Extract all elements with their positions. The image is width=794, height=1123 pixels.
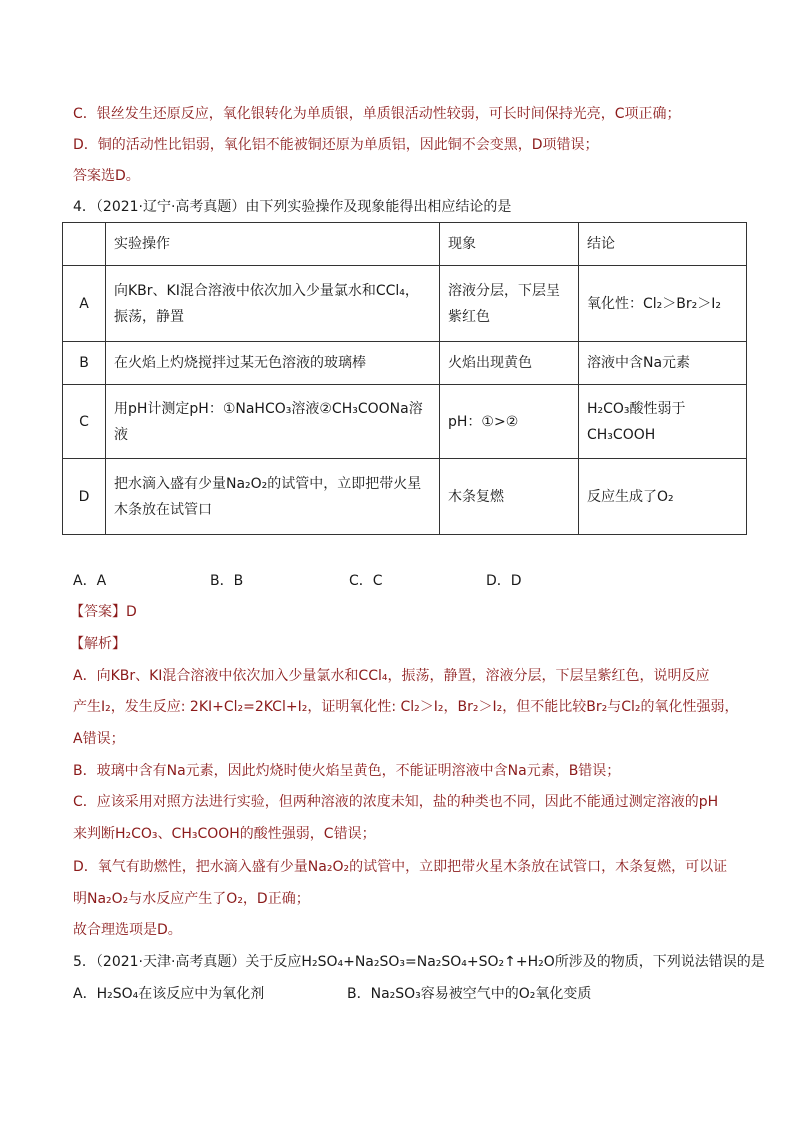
row-id: B [63,342,106,385]
q4-stem: 4．（2021·辽宁·高考真题）由下列实验操作及现象能得出相应结论的是 [73,199,512,215]
header-cell-operation: 实验操作 [106,223,440,266]
row-operation: 在火焰上灼烧搅拌过某无色溶液的玻璃棒 [106,342,440,385]
answer-label: 【答案】D [70,604,137,620]
row-phenomenon: 溶液分层，下层呈紫红色 [440,266,579,342]
choice-c[interactable]: C．C [349,573,383,589]
table-row [63,459,747,535]
row-operation: 向KBr、KI混合溶液中依次加入少量氯水和CCl₄，振荡，静置 [106,266,440,342]
table-row [63,342,747,385]
choice-a[interactable]: A．A [73,573,107,589]
table-header-row [63,223,747,266]
row-conclusion: H₂CO₃酸性弱于CH₃COOH [579,385,747,459]
row-phenomenon: pH：①>② [440,385,579,459]
analysis-label: 【解析】 [70,636,126,652]
analysis-line: B．玻璃中含有Na元素，因此灼烧时使火焰呈黄色，不能证明溶液中含Na元素，B错误； [73,763,621,779]
analysis-line: 来判断H₂CO₃、CH₃COOH的酸性强弱，C错误； [73,826,376,842]
header-cell-id [63,223,106,266]
line-d: D．铜的活动性比铝弱，氧化铝不能被铜还原为单质铝，因此铜不会变黑，D项错误； [73,137,599,153]
line-answer: 答案选D。 [73,168,140,184]
header-cell-phenomenon: 现象 [440,223,579,266]
analysis-line: 明Na₂O₂与水反应产生了O₂，D正确； [73,891,310,907]
analysis-line: A．向KBr、KI混合溶液中依次加入少量氯水和CCl₄，振荡，静置，溶液分层，下层呈紫红色，说明反应 [73,668,710,684]
analysis-line: A错误； [73,731,125,747]
analysis-line: 故合理选项是D。 [73,922,182,938]
q5-choice-a[interactable]: A．H₂SO₄在该反应中为氧化剂 [73,986,265,1002]
row-id: D [63,459,106,535]
table-row [63,266,747,342]
row-id: C [63,385,106,459]
choice-b[interactable]: B．B [210,573,244,589]
row-phenomenon: 木条复燃 [440,459,579,535]
row-id: A [63,266,106,342]
q5-choice-b[interactable]: B．Na₂SO₃容易被空气中的O₂氧化变质 [347,986,592,1002]
header-cell-conclusion: 结论 [579,223,747,266]
row-conclusion: 氧化性：Cl₂＞Br₂＞I₂ [579,266,747,342]
row-conclusion: 溶液中含Na元素 [579,342,747,385]
experiment-table [62,222,747,535]
table-row [63,385,747,459]
row-conclusion: 反应生成了O₂ [579,459,747,535]
line-c: C．银丝发生还原反应，氧化银转化为单质银，单质银活动性较弱，可长时间保持光亮，C项正确； [73,106,681,122]
choice-d[interactable]: D．D [486,573,522,589]
q5-stem: 5．（2021·天津·高考真题）关于反应H₂SO₄+Na₂SO₃=Na₂SO₄+SO₂↑+H₂O所涉及的物质，下列说法错误的是 [73,954,765,970]
analysis-line: C．应该采用对照方法进行实验，但两种溶液的浓度未知，盐的种类也不同，因此不能通过测定溶液的pH [73,794,719,810]
row-phenomenon: 火焰出现黄色 [440,342,579,385]
analysis-line: D．氧气有助燃性，把水滴入盛有少量Na₂O₂的试管中，立即把带火星木条放在试管口，木条复燃，可以证 [73,859,728,875]
row-operation: 把水滴入盛有少量Na₂O₂的试管中，立即把带火星木条放在试管口 [106,459,440,535]
analysis-line: 产生I₂，发生反应: 2KI+Cl₂=2KCl+I₂，证明氧化性: Cl₂＞I₂，Br₂＞I₂，但不能比较Br₂与Cl₂的氧化性强弱， [73,699,739,715]
row-operation: 用pH计测定pH：①NaHCO₃溶液②CH₃COONa溶液 [106,385,440,459]
